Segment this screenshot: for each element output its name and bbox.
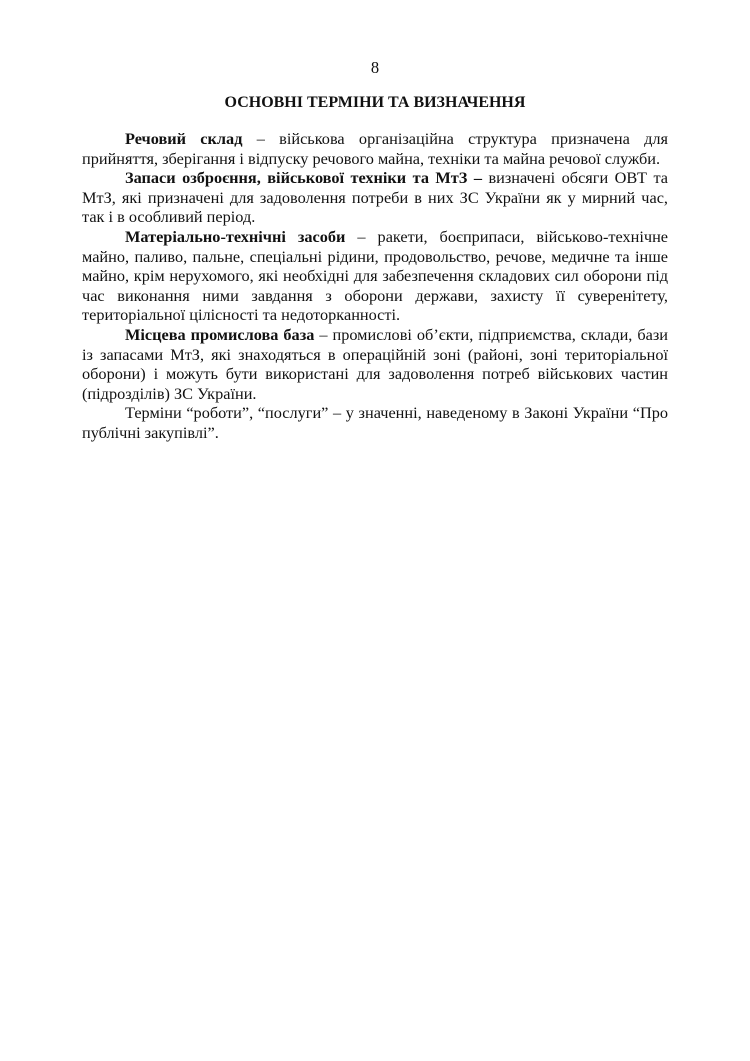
- closing-paragraph: Терміни “роботи”, “послуги” – у значенні, наведеному в Законі України “Про публічні закупівлі”.: [82, 403, 668, 442]
- definition-paragraph: [82, 129, 668, 168]
- definition-paragraph: [82, 227, 668, 325]
- definition-term: Речовий склад: [125, 129, 243, 148]
- definition-paragraph: [82, 168, 668, 227]
- definitions-body: [82, 129, 668, 443]
- page-heading: ОСНОВНІ ТЕРМІНИ ТА ВИЗНАЧЕННЯ: [224, 94, 526, 111]
- definition-paragraph: [82, 325, 668, 403]
- definition-text: – ракети, боєприпаси, військово-технічне майно, паливо, пальне, спеціальні рідини, продовольство, речове, медичне та інше майно, крім нерухомого, які необхідні для забезпечення складових сил оборони під час виконання ними завдання з оборони держави, захисту її суверенітету, територіальної цілісності та недоторканності.: [82, 226, 669, 325]
- definition-term: Матеріально-технічні засоби: [125, 226, 346, 246]
- definition-text: – військова організаційна структура призначена для прийняття, зберігання і відпуску речового майна, техніки та майна речової служби.: [82, 129, 668, 168]
- definition-term: Запаси озброєння, військової техніки та МтЗ –: [125, 168, 482, 188]
- page-number: 8: [370, 58, 380, 77]
- definition-term: Місцева промислова база: [125, 324, 315, 344]
- definition-text: – промислові об’єкти, підприємства, склади, бази із запасами МтЗ, які знаходяться в операційній зоні (районі, зоні територіальної оборони) і можуть бути використані для задоволення потреб військових частин (підрозділів) ЗС України.: [82, 324, 668, 403]
- definition-text: визначені обсяги ОВТ та МтЗ, які призначені для задоволення потреби в них ЗС України як у мирний час, так і в особливий період.: [82, 168, 668, 227]
